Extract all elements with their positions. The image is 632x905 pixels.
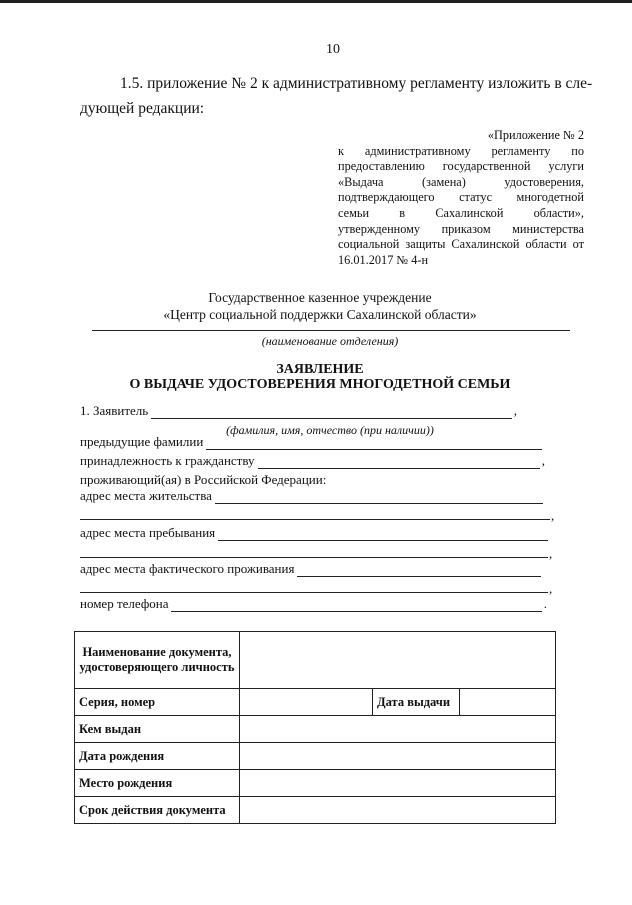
residing-label: проживающий(ая) в Российской Федерации: [80,472,327,487]
organization-name [120,289,520,323]
table-row [75,716,556,743]
appendix-line: предоставлению государственной услуги [338,159,584,174]
table-row [75,770,556,797]
period: . [543,596,547,611]
citizenship-field[interactable] [80,453,545,469]
actual-address-line[interactable] [297,564,541,577]
appendix-line: к административному регламенту по [338,143,584,158]
previous-names-line[interactable] [206,437,542,450]
stay-address-line-2[interactable] [80,557,548,558]
phone-line[interactable] [171,599,541,612]
citizenship-line[interactable] [258,456,540,469]
applicant-label: 1. Заявитель [80,403,149,418]
table-row [75,797,556,824]
appendix-line: подтверждающего статус многодетной [338,190,584,205]
comma: , [513,403,517,418]
page-number: 10 [326,42,340,57]
appendix-line: социальной защиты Сахалинской области от [338,237,584,252]
birth-date-cell: Дата рождения [75,743,240,770]
table-row [75,743,556,770]
residence-address-line-2[interactable] [80,519,550,520]
intro-line-2: дующей редакции: [80,100,205,117]
previous-names-label: предыдущие фамилии [80,434,204,449]
birth-place-value[interactable] [240,770,556,797]
validity-cell: Срок действия документа [75,797,240,824]
scan-top-border [0,0,632,3]
actual-address-field[interactable] [80,561,541,577]
department-name-line[interactable] [92,330,570,331]
table-row [75,689,556,716]
citizenship-label: принадлежность к гражданству [80,453,255,468]
residence-address-label: адрес места жительства [80,488,212,503]
organization-line-2: «Центр социальной поддержки Сахалинской области» [163,307,477,322]
stay-address-line[interactable] [218,528,548,541]
appendix-line: утвержденному приказом министерства [338,221,584,236]
validity-value[interactable] [240,797,556,824]
stay-address-field[interactable] [80,525,548,541]
issue-date-cell: Дата выдачи [373,689,460,716]
applicant-field[interactable] [80,403,517,419]
appendix-line: 16.01.2017 № 4-н [338,252,429,267]
comma: , [541,453,545,468]
residence-address-line[interactable] [215,491,543,504]
organization-line-1: Государственное казенное учреждение [208,290,432,305]
issue-date-value[interactable] [460,689,556,716]
appendix-line: «Выдача (замена) удостоверения, [338,174,584,189]
previous-names-field[interactable] [80,434,542,450]
comma: , [549,581,553,596]
intro-line-1: 1.5. приложение № 2 к административному регламенту изложить в сле- [120,75,593,92]
phone-label: номер телефона [80,596,169,611]
identity-document-table [74,631,556,824]
appendix-note [338,128,584,268]
issued-by-cell: Кем выдан [75,716,240,743]
actual-address-label: адрес места фактического проживания [80,561,295,576]
document-title: ЗАЯВЛЕНИЕ [276,362,364,377]
applicant-caption: (фамилия, имя, отчество (при наличии)) [226,423,434,437]
issued-by-value[interactable] [240,716,556,743]
residence-address-field[interactable] [80,488,543,504]
actual-address-line-2[interactable] [80,592,548,593]
applicant-line[interactable] [151,406,512,419]
birth-date-value[interactable] [240,743,556,770]
comma: , [549,546,553,561]
stay-address-label: адрес места пребывания [80,525,216,540]
appendix-line: семьи в Сахалинской области», [338,205,584,220]
phone-field[interactable] [80,596,547,612]
series-number-value[interactable] [240,689,373,716]
comma: , [551,508,555,523]
birth-place-cell: Место рождения [75,770,240,797]
appendix-line: «Приложение № 2 [487,128,584,142]
doc-name-value[interactable] [240,632,556,689]
table-row [75,632,556,689]
department-caption: (наименование отделения) [261,334,399,348]
document-subtitle: О ВЫДАЧЕ УДОСТОВЕРЕНИЯ МНОГОДЕТНОЙ СЕМЬИ [129,377,511,392]
doc-name-cell: Наименование документа, удостоверяющего личность [75,632,240,689]
series-number-cell: Серия, номер [75,689,240,716]
